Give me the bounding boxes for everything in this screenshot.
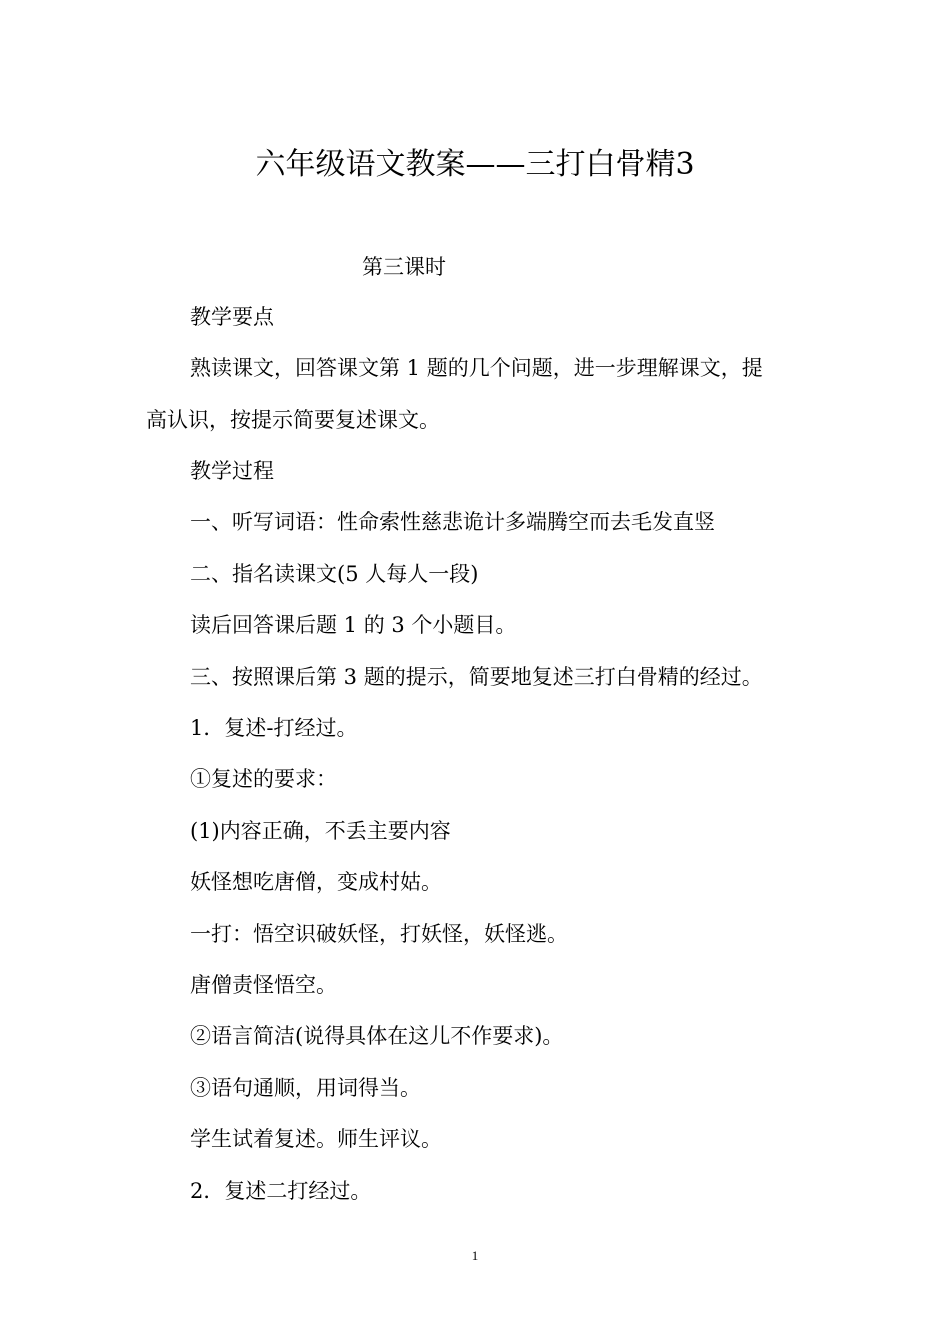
paragraph-line: 2．复述二打经过。 [190, 1179, 372, 1203]
paragraph-line: 一、听写词语：性命索性慈悲诡计多端腾空而去毛发直竖 [190, 510, 715, 534]
paragraph-line: 熟读课文，回答课文第 1 题的几个问题，进一步理解课文，提 [190, 356, 763, 380]
paragraph-line: ③语句通顺，用词得当。 [190, 1076, 421, 1100]
document-title: 六年级语文教案——三打白骨精3 [255, 147, 695, 183]
section-heading-process: 教学过程 [190, 459, 274, 483]
paragraph-line: ②语言简洁(说得具体在这儿不作要求)。 [190, 1024, 564, 1048]
paragraph-line: 高认识，按提示简要复述课文。 [146, 408, 440, 432]
paragraph-line: 读后回答课后题 1 的 3 个小题目。 [190, 613, 517, 637]
paragraph-line: 二、指名读课文(5 人每人一段) [190, 562, 479, 586]
paragraph-line: 三、按照课后第 3 题的提示，简要地复述三打白骨精的经过。 [190, 665, 763, 689]
paragraph-line: 一打：悟空识破妖怪，打妖怪，妖怪逃。 [190, 922, 568, 946]
section-heading-key-points: 教学要点 [190, 305, 274, 329]
paragraph-line: 1．复述-打经过。 [190, 716, 358, 740]
page-number: 1 [471, 1248, 479, 1263]
paragraph-line: (1)内容正确，不丢主要内容 [190, 819, 451, 843]
paragraph-line: 妖怪想吃唐僧，变成村姑。 [190, 870, 442, 894]
paragraph-line: 唐僧责怪悟空。 [190, 973, 337, 997]
lesson-heading: 第三课时 [362, 255, 446, 279]
paragraph-line: ①复述的要求： [190, 767, 337, 791]
paragraph-line: 学生试着复述。师生评议。 [190, 1127, 442, 1151]
